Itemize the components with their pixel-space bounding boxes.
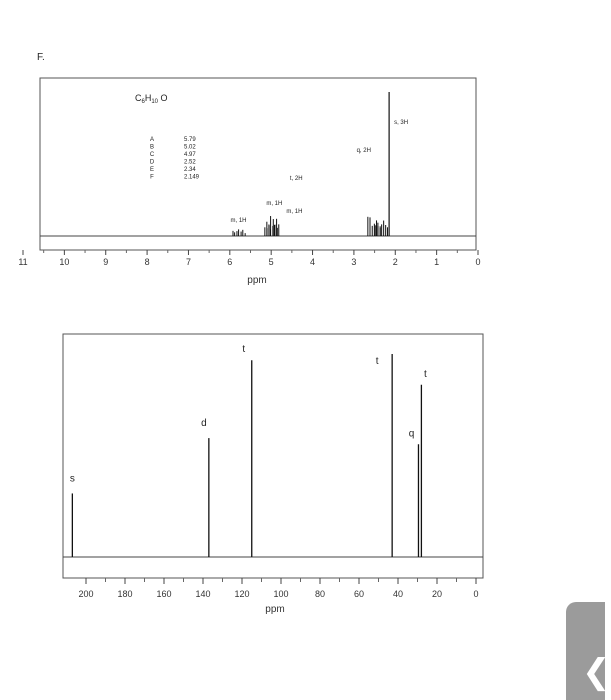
h-nmr-tick-label: 10 [59, 257, 70, 267]
h-nmr-tick-label: 8 [144, 257, 150, 267]
h-nmr-peak-label: m, 1H [286, 209, 303, 215]
assignment-shift: 2.149 [184, 174, 200, 181]
h-nmr-peak-label: m, 1H [230, 218, 247, 224]
formula-sub-6: 6 [141, 99, 145, 105]
c-nmr-peak-label: t [375, 356, 379, 368]
h-nmr-frame [40, 78, 476, 250]
assignment-shift: 2.52 [184, 159, 196, 166]
h-nmr-peak-labels [230, 120, 408, 224]
assignment-shift: 2.34 [184, 167, 196, 173]
h-nmr-tick-label: 4 [310, 257, 316, 267]
assignment-shift: 5.79 [184, 137, 196, 143]
h-nmr-tick-label: 3 [351, 257, 357, 267]
h-nmr-tick-label: 7 [185, 257, 191, 267]
assignment-letter: C [149, 152, 155, 158]
problem-label: F. [37, 52, 45, 63]
c-nmr-tick-label: 0 [473, 589, 479, 599]
c-nmr-peak-label: q [408, 428, 415, 440]
c-nmr-tick-label: 60 [353, 589, 365, 599]
assignment-letter: D [149, 159, 155, 166]
formula-o: O [158, 93, 168, 103]
chevron-left-icon[interactable]: ❮ [582, 652, 611, 692]
h-nmr-formula [135, 93, 168, 105]
h-nmr-peak-label: s, 3H [394, 120, 409, 126]
assignment-letter: F [150, 174, 154, 181]
h-nmr-tick-label: 0 [475, 257, 481, 267]
c-nmr-tick-label: 160 [156, 589, 172, 599]
h-nmr-tick-label: 9 [103, 257, 109, 267]
assignment-shift: 4.97 [184, 152, 196, 158]
c-nmr-peak-label: s [69, 473, 75, 485]
h-nmr-tick-label: 1 [434, 257, 440, 267]
c-nmr-tick-label: 40 [392, 589, 404, 599]
c-nmr-x-label: ppm [265, 604, 285, 615]
c-nmr-peaks [69, 354, 421, 557]
h-nmr-x-axis [18, 250, 480, 267]
assignment-letter: E [149, 167, 155, 173]
h-nmr-tick-label: 11 [18, 257, 28, 267]
h-nmr-tick-label: 6 [227, 257, 233, 267]
h-nmr-x-label: ppm [247, 275, 267, 286]
h-nmr-peak-label: q, 2H [356, 148, 371, 154]
c-nmr-peak-label: t [424, 368, 427, 380]
c-nmr-tick-label: 20 [431, 589, 443, 599]
c-nmr-tick-label: 80 [314, 589, 326, 599]
c-nmr-tick-label: 100 [273, 589, 289, 599]
assignment-shift: 5.02 [184, 144, 196, 151]
formula-c: C [135, 93, 142, 103]
c-nmr-frame [63, 334, 483, 578]
h-nmr-peaks [233, 92, 389, 236]
c-nmr-tick-label: 180 [117, 589, 133, 599]
assignment-letter: B [149, 144, 155, 151]
c-nmr-peak-labels [70, 344, 427, 484]
h-nmr-peak-label: t, 2H [289, 176, 303, 182]
c-nmr-tick-label: 140 [195, 589, 211, 599]
h-nmr-tick-label: 2 [392, 257, 398, 267]
c-nmr-tick-label: 120 [234, 589, 250, 599]
c-nmr-x-axis [78, 578, 478, 599]
assignment-letter: A [149, 137, 155, 143]
h-nmr-tick-label: 5 [268, 257, 274, 267]
h-nmr-assignment-table [150, 137, 200, 181]
c-nmr-peak-label: t [242, 344, 246, 356]
c-nmr-peak-label: d [201, 418, 207, 430]
c-nmr-tick-label: 200 [78, 589, 94, 599]
formula-sub-10: 10 [151, 99, 159, 105]
h-nmr-peak-label: m, 1H [266, 201, 283, 207]
formula-h: H [144, 93, 152, 103]
